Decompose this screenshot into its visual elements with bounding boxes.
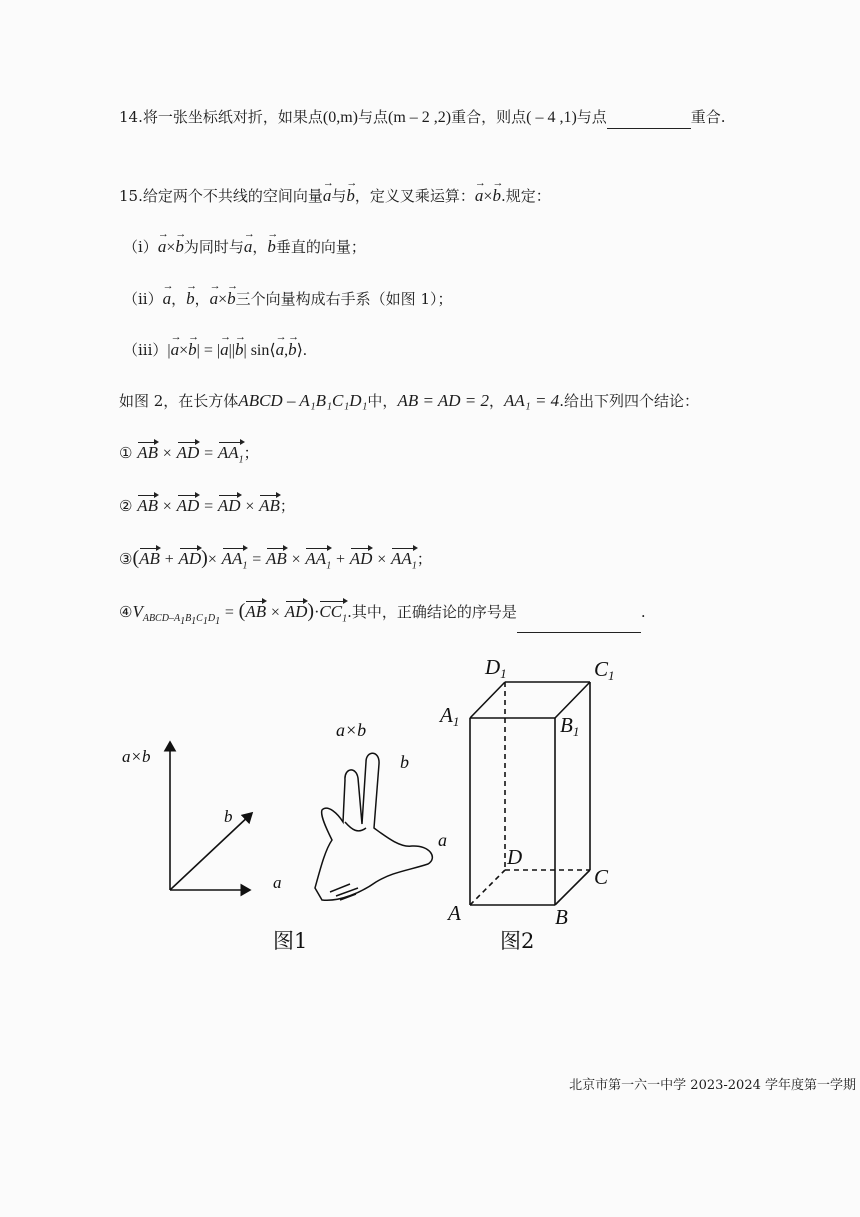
vertex-A1: A1 xyxy=(440,703,460,729)
label-b: b xyxy=(224,807,233,826)
b-vector xyxy=(170,813,252,890)
vertex-B1: B1 xyxy=(560,713,580,739)
answer-blank-15[interactable] xyxy=(517,616,641,633)
axis-label-axb: a×b xyxy=(122,747,151,766)
conclusion-1: ① AB × AD = $AA_1$； xyxy=(119,442,259,471)
conclusion-3: ③(AB + $AD)\times AA_1$ = AB × $AA_1$ + AD × $AA_1$； xyxy=(119,547,432,577)
rule-3: （iii）|a →×b →| = |a →||b →| sin⟨a →,b →⟩. xyxy=(123,339,307,362)
vertex-D: D xyxy=(507,845,523,869)
hand-label-axb: a×b xyxy=(336,720,367,740)
figure-2-caption: 图2 xyxy=(500,929,535,953)
vertex-B: B xyxy=(555,905,568,929)
figure-1-caption: 图1 xyxy=(273,929,308,953)
conclusion-2: ② AB × AD = AD × AB； xyxy=(119,496,295,515)
figure-1-axes xyxy=(122,742,282,892)
vertex-C1: C1 xyxy=(594,657,615,683)
box-setup: 如图 2，在长方体ABCD – A₁B₁C₁D₁中，AB = AD = 2，AA₁ = 4.给出下列四个结论： xyxy=(119,391,699,410)
vertex-C: C xyxy=(594,865,609,889)
conclusion-4: $④V_{ABCD-A_1B_1C_1D_1} = (AB \times AD)\cdot CC_1$.其中，正确结论的序号是 . xyxy=(119,600,646,633)
hand-label-b: b xyxy=(400,752,409,772)
question-14: 14.将一张坐标纸对折，如果点(0,m)与点(m – 2 ,2)重合，则点( – 4 ,1)与点 重合. xyxy=(119,106,726,129)
answer-blank-14[interactable] xyxy=(607,112,691,129)
footer-school: 北京市第一六一中学 2023-2024 学年度第一学期 xyxy=(569,1078,856,1093)
rule-2: （ii）a →，b →，a →×b →三个向量构成右手系（如图 1）； xyxy=(123,288,453,311)
figures xyxy=(100,650,660,960)
label-a: a xyxy=(273,873,282,892)
question-15-intro: 15.给定两个不共线的空间向量a →与b →，定义叉乘运算：a →×b →.规定： xyxy=(119,185,551,208)
right-hand-icon xyxy=(315,753,432,900)
vertex-D1: D1 xyxy=(485,655,507,681)
hand-label-a: a xyxy=(438,830,447,850)
rule-1: （i）a →×b →为同时与a →，b →垂直的向量； xyxy=(123,236,366,259)
vertex-A: A xyxy=(448,901,461,925)
